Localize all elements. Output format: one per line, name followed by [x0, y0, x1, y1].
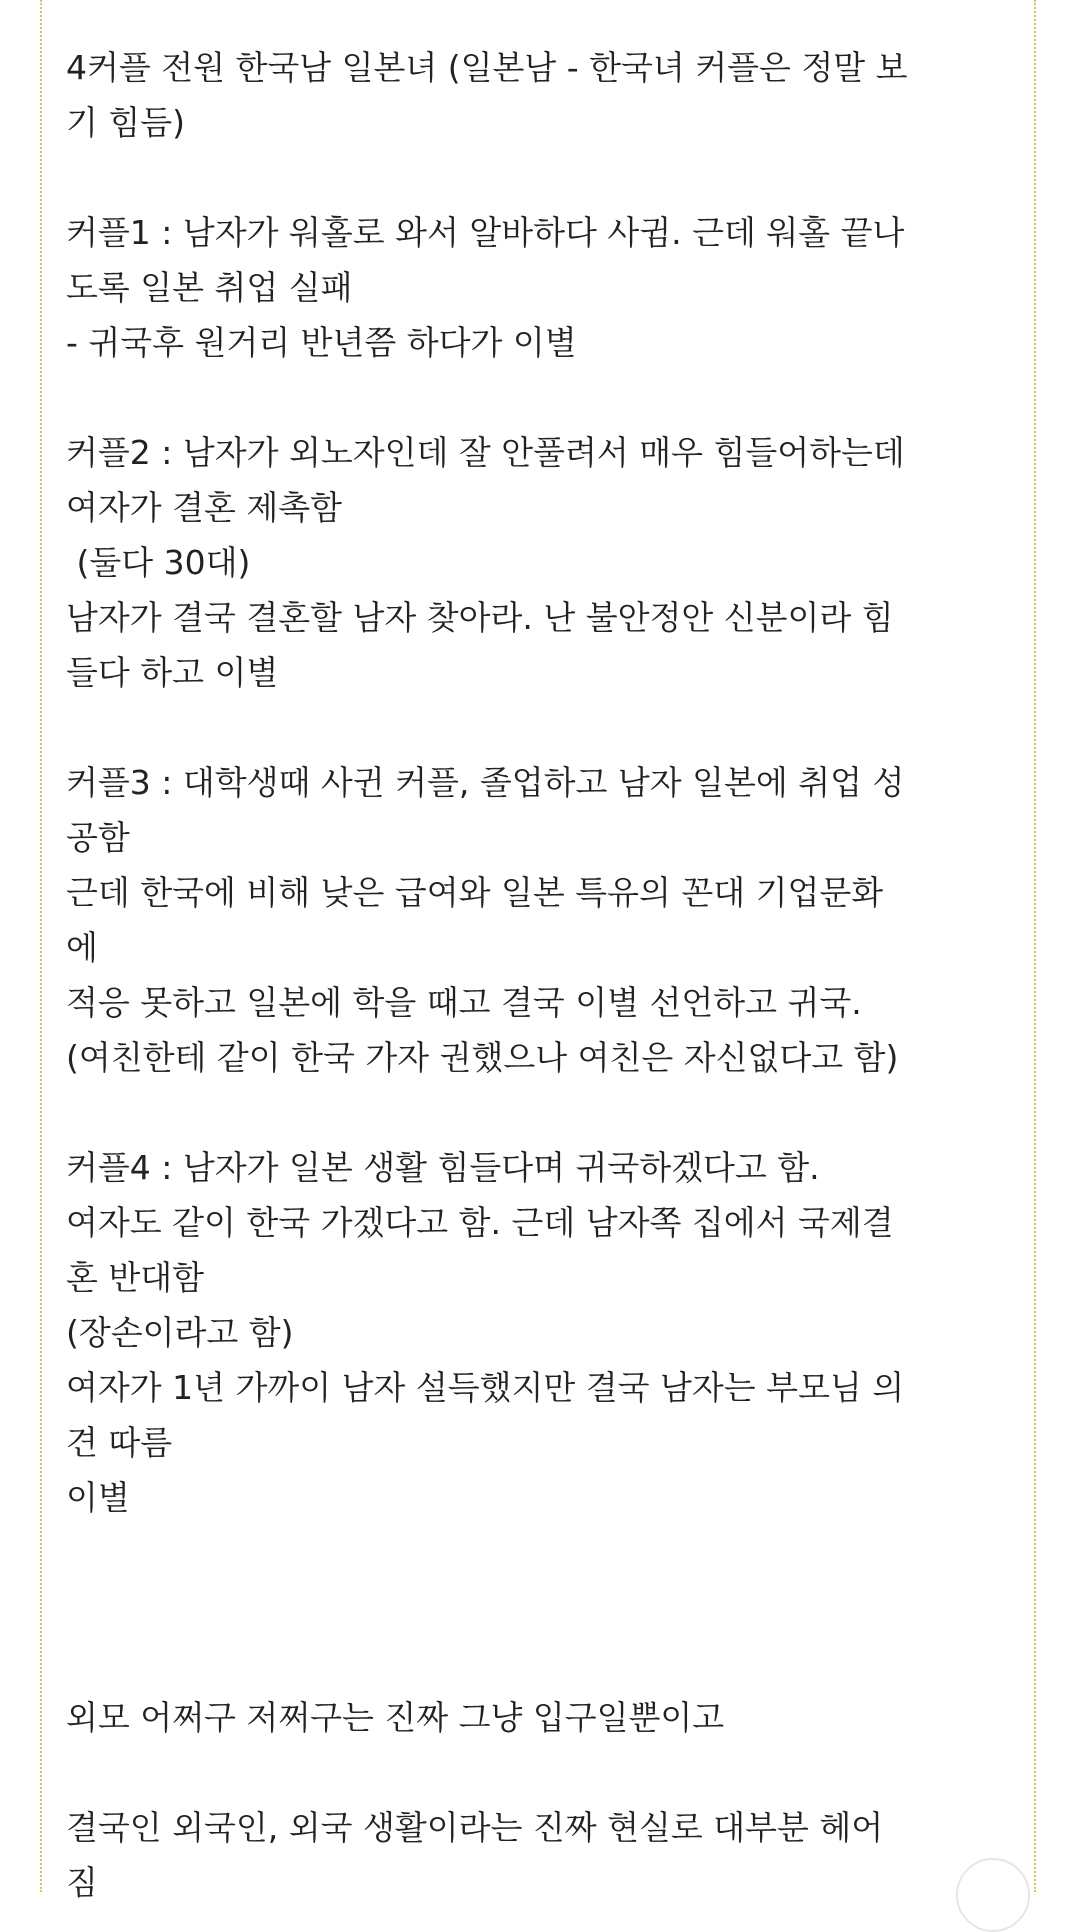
post-frame [40, 0, 1036, 1902]
text-line: 결국인 외국인, 외국 생활이라는 진짜 현실로 대부분 헤어 [66, 1808, 884, 1847]
text-line: 혼 반대함 [66, 1258, 205, 1297]
text-line: 에 [66, 928, 98, 967]
text-line: 4커플 전원 한국남 일본녀 (일본남 - 한국녀 커플은 정말 보 [66, 48, 908, 87]
text-line: (둘다 30대) [66, 543, 251, 582]
text-line: 도록 일본 취업 실패 [66, 268, 353, 307]
text-line: 들다 하고 이별 [66, 653, 279, 692]
conclusion1-paragraph [66, 1690, 1016, 1745]
conclusion2-paragraph [66, 1800, 1016, 1910]
text-line: 이별 [66, 1478, 130, 1517]
text-line: 커플1 : 남자가 워홀로 와서 알바하다 사귐. 근데 워홀 끝나 [66, 213, 905, 252]
text-line: 여자가 1년 가까이 남자 설득했지만 결국 남자는 부모님 의 [66, 1368, 905, 1407]
text-line: - 귀국후 원거리 반년쯤 하다가 이별 [66, 323, 577, 362]
paragraph-gap [66, 370, 1016, 425]
paragraph-gap [66, 1525, 1016, 1690]
text-line: 공함 [66, 818, 130, 857]
paragraph-gap [66, 700, 1016, 755]
couple1-paragraph [66, 205, 1016, 370]
intro-paragraph [66, 40, 1016, 150]
floating-circle-button[interactable] [956, 1858, 1030, 1932]
couple3-paragraph [66, 755, 1016, 1085]
text-line: (장손이라고 함) [66, 1313, 294, 1352]
text-line: 기 힘듬) [66, 103, 185, 142]
couple2-paragraph [66, 425, 1016, 700]
couple4-paragraph [66, 1140, 1016, 1525]
paragraph-gap [66, 150, 1016, 205]
text-line: 여자가 결혼 제촉함 [66, 488, 343, 527]
paragraph-gap [66, 1745, 1016, 1800]
text-line: 견 따름 [66, 1423, 173, 1462]
text-line: 커플4 : 남자가 일본 생활 힘들다며 귀국하겠다고 함. [66, 1148, 820, 1187]
text-line: 여자도 같이 한국 가겠다고 함. 근데 남자쪽 집에서 국제결 [66, 1203, 894, 1242]
post-body [66, 40, 1016, 1910]
text-line: 적응 못하고 일본에 학을 때고 결국 이별 선언하고 귀국. [66, 983, 862, 1022]
text-line: 커플2 : 남자가 외노자인데 잘 안풀려서 매우 힘들어하는데 [66, 433, 905, 472]
text-line: 근데 한국에 비해 낮은 급여와 일본 특유의 꼰대 기업문화 [66, 873, 884, 912]
paragraph-gap [66, 1085, 1016, 1140]
text-line: 외모 어쩌구 저쩌구는 진짜 그냥 입구일뿐이고 [66, 1698, 725, 1737]
text-line: 커플3 : 대학생때 사귄 커플, 졸업하고 남자 일본에 취업 성 [66, 763, 905, 802]
text-line: (여친한테 같이 한국 가자 권했으나 여친은 자신없다고 함) [66, 1038, 899, 1077]
text-line: 남자가 결국 결혼할 남자 찾아라. 난 불안정안 신분이라 힘 [66, 598, 894, 637]
text-line: 짐 [66, 1863, 98, 1902]
